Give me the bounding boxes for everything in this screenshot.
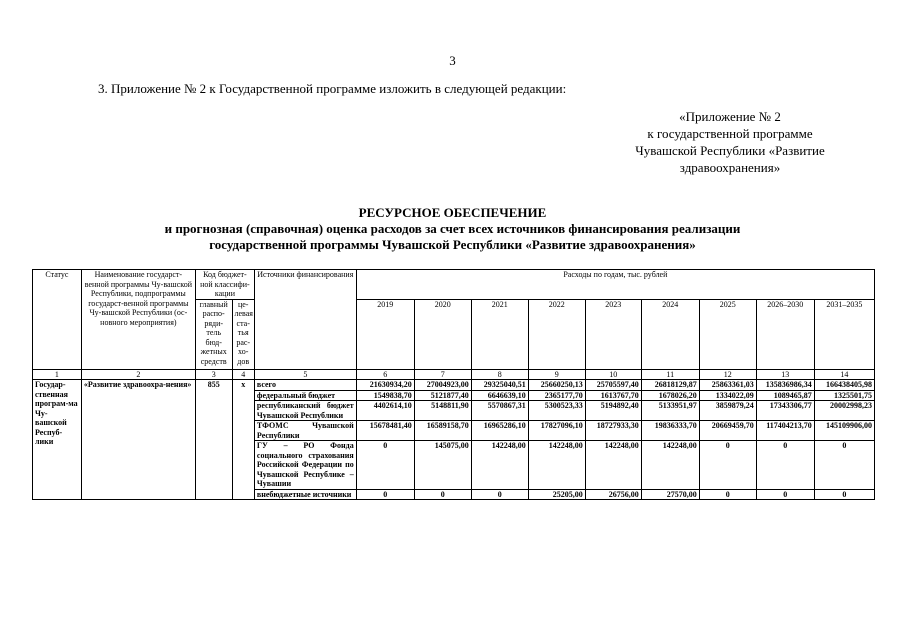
year-header: 2023 (585, 299, 641, 369)
value-cell: 26818129,87 (641, 380, 699, 391)
value-cell: 142248,00 (585, 441, 641, 490)
program-status: Государ-ственная програм-ма Чу-вашской Респуб-лики (33, 380, 82, 500)
value-cell: 25205,00 (528, 489, 585, 500)
header-code: Код бюджет-ной классифи-кации (195, 270, 254, 300)
appendix-line: Чувашской Республики «Развитие (635, 143, 825, 158)
program-name: «Развитие здравоохра-нения» (81, 380, 195, 500)
value-cell: 27004923,00 (414, 380, 471, 391)
value-cell: 21630934,20 (356, 380, 414, 391)
value-cell: 1613767,70 (585, 390, 641, 401)
title-line: государственной программы Чувашской Республики «Развитие здравоохранения» (209, 237, 696, 252)
appendix-line: здравоохранения» (679, 160, 781, 175)
column-number: 13 (756, 369, 814, 380)
value-cell: 20669459,70 (699, 421, 756, 441)
value-cell: 26756,00 (585, 489, 641, 500)
column-number: 9 (528, 369, 585, 380)
year-header: 2026–2030 (756, 299, 814, 369)
document-title (0, 205, 905, 253)
resource-table (32, 269, 875, 500)
value-cell: 1334022,09 (699, 390, 756, 401)
column-number: 4 (232, 369, 254, 380)
value-cell: 5194892,40 (585, 401, 641, 421)
column-number: 11 (641, 369, 699, 380)
value-cell: 1325501,75 (814, 390, 874, 401)
column-number-row (33, 369, 875, 380)
year-header: 2022 (528, 299, 585, 369)
source-label: всего (254, 380, 356, 391)
column-number: 7 (414, 369, 471, 380)
header-name: Наименование государст-венной программы Чу-вашской Республики, подпрограммы государст-венной программы Чу-вашской Республики (ос-новного мероприятия) (81, 270, 195, 370)
value-cell: 0 (414, 489, 471, 500)
year-header: 2025 (699, 299, 756, 369)
source-label: ГУ – РО Фонда социального страхования Российской Федерации по Чувашской Республике – Чувашии (254, 441, 356, 490)
value-cell: 1549838,70 (356, 390, 414, 401)
source-label: ТФОМС Чувашской Республики (254, 421, 356, 441)
column-number: 8 (471, 369, 528, 380)
value-cell: 117404213,70 (756, 421, 814, 441)
value-cell: 5300523,33 (528, 401, 585, 421)
value-cell: 18727933,30 (585, 421, 641, 441)
value-cell: 5148811,90 (414, 401, 471, 421)
value-cell: 0 (814, 489, 874, 500)
value-cell: 0 (699, 489, 756, 500)
title-line: РЕСУРСНОЕ ОБЕСПЕЧЕНИЕ (358, 205, 547, 220)
value-cell: 0 (814, 441, 874, 490)
program-code-target: x (232, 380, 254, 500)
value-cell: 20002998,23 (814, 401, 874, 421)
header-code-target: це-левая ста-тья рас-хо-дов (232, 299, 254, 369)
value-cell: 0 (356, 441, 414, 490)
year-header: 2021 (471, 299, 528, 369)
header-expenses: Расходы по годам, тыс. рублей (356, 270, 874, 300)
column-number: 6 (356, 369, 414, 380)
value-cell: 0 (756, 489, 814, 500)
appendix-reference (600, 108, 860, 176)
value-cell: 17343306,77 (756, 401, 814, 421)
source-label: федеральный бюджет (254, 390, 356, 401)
value-cell: 4402614,10 (356, 401, 414, 421)
value-cell: 142248,00 (641, 441, 699, 490)
value-cell: 1089465,87 (756, 390, 814, 401)
value-cell: 5121877,40 (414, 390, 471, 401)
column-number: 5 (254, 369, 356, 380)
value-cell: 142248,00 (528, 441, 585, 490)
value-cell: 25863361,03 (699, 380, 756, 391)
value-cell: 19836333,70 (641, 421, 699, 441)
column-number: 14 (814, 369, 874, 380)
column-number: 1 (33, 369, 82, 380)
header-sources: Источники финансирования (254, 270, 356, 370)
value-cell: 145109906,00 (814, 421, 874, 441)
value-cell: 0 (699, 441, 756, 490)
value-cell: 25660250,13 (528, 380, 585, 391)
page-number: 3 (449, 53, 456, 68)
value-cell: 0 (356, 489, 414, 500)
value-cell: 142248,00 (471, 441, 528, 490)
title-line: и прогнозная (справочная) оценка расходов за счет всех источников финансирования реализации (164, 221, 741, 236)
value-cell: 166438405,98 (814, 380, 874, 391)
value-cell: 0 (756, 441, 814, 490)
intro-paragraph: 3. Приложение № 2 к Государственной программе изложить в следующей редакции: (98, 81, 567, 96)
value-cell: 16965286,10 (471, 421, 528, 441)
value-cell: 29325040,51 (471, 380, 528, 391)
column-number: 10 (585, 369, 641, 380)
year-header: 2031–2035 (814, 299, 874, 369)
value-cell: 3859879,24 (699, 401, 756, 421)
header-code-main: главный распо-ряди-тель бюд-жетных средств (195, 299, 232, 369)
value-cell: 2365177,70 (528, 390, 585, 401)
value-cell: 5133951,97 (641, 401, 699, 421)
value-cell: 16589158,70 (414, 421, 471, 441)
value-cell: 17827096,10 (528, 421, 585, 441)
appendix-line: «Приложение № 2 (679, 109, 781, 124)
value-cell: 1678026,20 (641, 390, 699, 401)
value-cell: 25705597,40 (585, 380, 641, 391)
source-label: республиканский бюджет Чувашской Республики (254, 401, 356, 421)
appendix-line: к государственной программе (647, 126, 813, 141)
year-header: 2024 (641, 299, 699, 369)
program-code-main: 855 (195, 380, 232, 500)
table-row (33, 380, 875, 391)
value-cell: 15678481,40 (356, 421, 414, 441)
source-label: внебюджетные источники (254, 489, 356, 500)
column-number: 2 (81, 369, 195, 380)
column-number: 12 (699, 369, 756, 380)
value-cell: 6646639,10 (471, 390, 528, 401)
value-cell: 145075,00 (414, 441, 471, 490)
value-cell: 135836986,34 (756, 380, 814, 391)
value-cell: 0 (471, 489, 528, 500)
year-header: 2020 (414, 299, 471, 369)
header-row (33, 270, 875, 300)
year-header: 2019 (356, 299, 414, 369)
header-status: Статус (33, 270, 82, 370)
value-cell: 27570,00 (641, 489, 699, 500)
value-cell: 5570867,31 (471, 401, 528, 421)
column-number: 3 (195, 369, 232, 380)
